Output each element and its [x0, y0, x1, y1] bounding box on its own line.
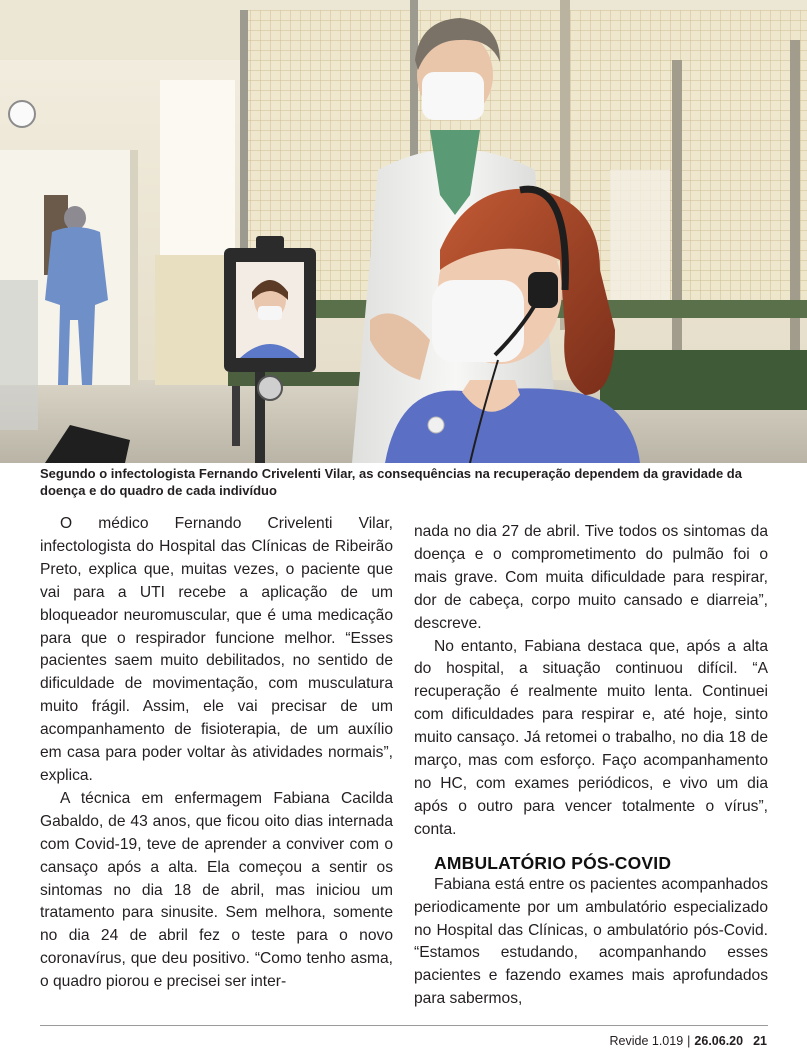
- article-photo: [0, 0, 807, 463]
- photo-caption: Segundo o infectologista Fernando Crivelenti Vilar, as consequências na recuperação dependem da gravidade da doença e do quadro de cada indivíduo: [40, 466, 742, 498]
- hospital-scene-illustration: [0, 0, 807, 463]
- footer-separator: |: [687, 1034, 691, 1048]
- publication-name: Revide 1.019: [609, 1034, 684, 1048]
- page-number: 21: [753, 1034, 767, 1048]
- section-heading: AMBULATÓRIO PÓS-COVID: [434, 852, 672, 873]
- paragraph-continued: nada no dia 27 de abril. Tive todos os sintomas da doença e o comprometimento do pulmão foi o mais grave. Com muita dificuldade para respirar, dor de cabeça, corpo muito cansado e diarreia”, descreve.: [414, 523, 768, 632]
- paragraph: O médico Fernando Crivelenti Vilar, infectologista do Hospital das Clínicas de Ribeirão Preto, explica que, muitas vezes, o paciente que vai para a UTI recebe a aplicação de um bloqueador neuromuscular, que é uma medicação para que o respirador funcione melhor. “Esses pacientes saem muito debilitados, no sentido de dificuldade de movimentação, com musculatura muito frágil. Assim, ele vai precisar de um acompanhamento de fisioterapia, de um auxílio em casa para poder voltar às atividades normais”, explica.: [40, 515, 393, 784]
- issue-date: 26.06.20: [694, 1034, 744, 1048]
- wall-clock-icon: [9, 101, 35, 127]
- article-column-right: [414, 521, 768, 1011]
- headset-earpiece: [528, 272, 558, 308]
- paragraph: Fabiana está entre os pacientes acompanhados periodicamente por um ambulatório especializado no Hospital das Clínicas, o ambulatório pós-Covid. “Estamos estudando, acompanhando esses pacientes e fazendo exames mais aprofundados para sabermos,: [414, 875, 768, 1008]
- paragraph: A técnica em enfermagem Fabiana Cacilda Gabaldo, de 43 anos, que ficou oito dias internada com Covid-19, teve de aprender a conviver com o cansaço após a alta. Ela começou a sentir os sintomas no dia 18 de abril, mas iniciou um tratamento para sinusite. Sem melhora, somente no dia 24 de abril fez o teste para o novo coronavírus, que deu positivo. “Como tenho asma, o quadro piorou e precisei ser inter-: [40, 789, 393, 991]
- page-footer: [610, 1033, 768, 1049]
- paragraph: No entanto, Fabiana destaca que, após a alta do hospital, a situação continuou difícil. “A recuperação é realmente muito lenta. Continuei com dificuldades para respirar e, até hoje, sinto muito cansaço. Já retomei o trabalho, no dia 18 de março, mas com esforço. Faço acompanhamento no HC, com exames periódicos, e vivo um dia após o outro para vencer totalmente o vírus”, conta.: [414, 637, 768, 838]
- article-column-left: [40, 513, 393, 994]
- footer-divider: [40, 1025, 768, 1026]
